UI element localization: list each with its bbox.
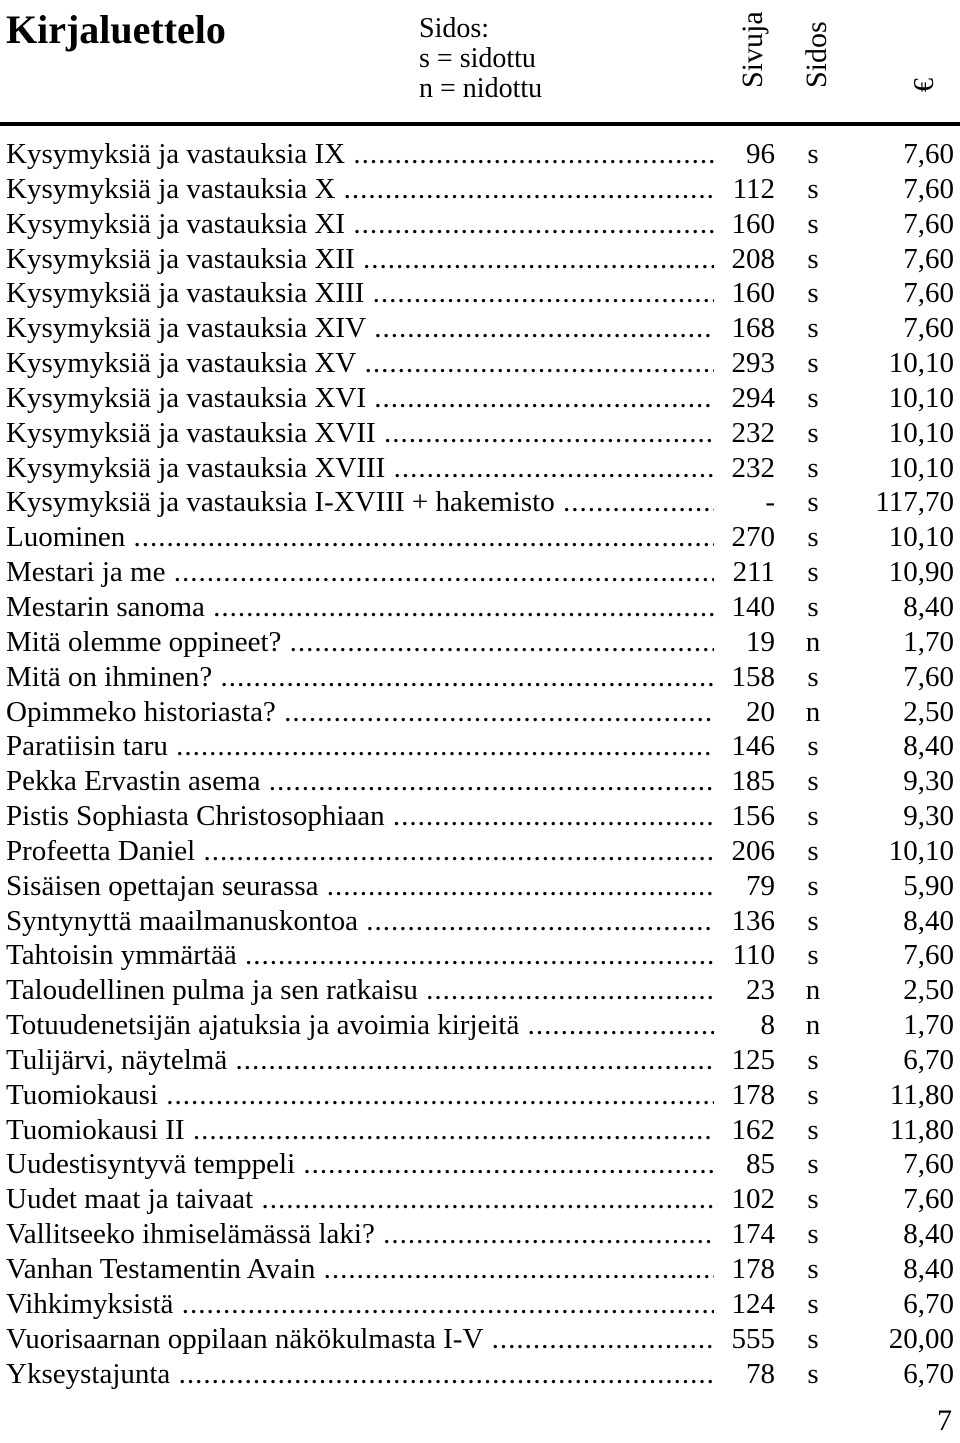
page-count: 19 (746, 625, 775, 658)
price: 7,60 (903, 172, 954, 205)
binding-type: s (807, 172, 819, 205)
binding-type: s (807, 1078, 819, 1111)
price: 10,10 (888, 521, 954, 554)
book-title: Pekka Ervastin asema ..... (6, 764, 714, 798)
book-title: Luominen ..... (6, 520, 714, 554)
book-row (0, 1182, 960, 1217)
price: 8,40 (903, 904, 954, 937)
price: 1,70 (903, 1009, 954, 1042)
binding-type: n (805, 625, 821, 658)
page-count: 232 (731, 416, 775, 449)
book-row (0, 416, 960, 451)
price: 7,60 (903, 138, 954, 170)
book-title: Kysymyksiä ja vastauksia XIV ..... (6, 311, 714, 345)
page-count: 174 (731, 1218, 775, 1251)
price: 5,90 (903, 869, 954, 902)
page-count: 168 (731, 312, 775, 345)
price: 7,60 (903, 1183, 954, 1216)
book-row (0, 485, 960, 520)
book-title: Paratiisin taru ..... (6, 729, 714, 763)
page-count: 136 (731, 904, 775, 937)
page-count: 85 (746, 1148, 775, 1181)
price: 7,60 (903, 1148, 954, 1181)
page-count: 124 (731, 1287, 775, 1320)
price: 10,10 (888, 834, 954, 867)
book-row (0, 520, 960, 555)
binding-type: s (807, 521, 819, 554)
binding-type: s (807, 660, 819, 693)
book-title: Tulijärvi, näytelmä ..... (6, 1043, 714, 1077)
page-count: 78 (746, 1357, 775, 1390)
book-title: Mitä on ihminen? ..... (6, 660, 714, 694)
binding-type: s (807, 765, 819, 798)
binding-type: s (807, 1253, 819, 1285)
book-list (0, 137, 960, 1391)
binding-type: s (807, 1218, 819, 1251)
binding-type: n (805, 974, 821, 1007)
page-count: 156 (731, 800, 775, 833)
book-row (0, 242, 960, 277)
book-title: Vuorisaarnan oppilaan näkökulmasta I-V ..... (6, 1322, 714, 1356)
page-count: 293 (731, 347, 775, 380)
book-title: Kysymyksiä ja vastauksia XIII ..... (6, 276, 714, 310)
page-count: 23 (746, 974, 775, 1007)
binding-type: s (807, 869, 819, 902)
price: 6,70 (903, 1043, 954, 1076)
binding-type: s (807, 1148, 819, 1181)
book-title: Pistis Sophiasta Christosophiaan ..... (6, 799, 714, 833)
price: 11,80 (889, 1113, 954, 1146)
binding-type: s (807, 1043, 819, 1076)
page-count: 294 (731, 381, 775, 414)
page-count: 102 (731, 1183, 775, 1216)
price: 10,10 (888, 451, 954, 484)
binding-type: s (807, 590, 819, 623)
price: 7,60 (903, 939, 954, 972)
binding-type: s (807, 242, 819, 275)
binding-type: s (807, 347, 819, 380)
column-header-binding: Sidos (800, 21, 833, 88)
book-title: Opimmeko historiasta? ..... (6, 695, 714, 729)
price: 10,10 (888, 416, 954, 449)
book-title: Mestari ja me ..... (6, 555, 714, 589)
binding-type: s (807, 1357, 819, 1390)
book-row (0, 311, 960, 346)
book-title: Vallitseeko ihmiselämässä laki? ..... (6, 1217, 714, 1251)
page-count: 160 (731, 207, 775, 240)
page-count: 185 (731, 765, 775, 798)
price: 1,70 (903, 625, 954, 658)
price: 7,60 (903, 242, 954, 275)
binding-type: s (807, 277, 819, 310)
price: 6,70 (903, 1357, 954, 1390)
book-row (0, 381, 960, 416)
binding-type: s (807, 834, 819, 867)
price: 9,30 (903, 800, 954, 833)
page-count: 112 (732, 172, 775, 205)
binding-type: n (805, 1009, 821, 1042)
book-row (0, 555, 960, 590)
book-row (0, 1147, 960, 1182)
page-count: 555 (731, 1322, 775, 1355)
page-count: 146 (731, 730, 775, 763)
binding-type: s (807, 312, 819, 345)
page-count: 160 (731, 277, 775, 310)
book-title: Vanhan Testamentin Avain ..... (6, 1252, 714, 1286)
page-count: 162 (731, 1113, 775, 1146)
page-count: 208 (731, 242, 775, 275)
book-title: Tahtoisin ymmärtää ..... (6, 938, 714, 972)
price: 10,90 (888, 556, 954, 589)
book-row (0, 1113, 960, 1148)
binding-type: s (807, 451, 819, 484)
book-row (0, 938, 960, 973)
book-row (0, 1043, 960, 1078)
book-row (0, 207, 960, 242)
price: 7,60 (903, 312, 954, 345)
book-title: Kysymyksiä ja vastauksia X ..... (6, 172, 714, 206)
binding-type: s (807, 486, 819, 519)
book-row (0, 625, 960, 660)
book-title: Totuudenetsijän ajatuksia ja avoimia kirjeitä ..... (6, 1008, 714, 1042)
binding-type: s (807, 1113, 819, 1146)
page-count: 20 (746, 695, 775, 728)
page-number: 7 (937, 1404, 952, 1437)
page-count: 125 (731, 1043, 775, 1076)
book-title: Sisäisen opettajan seurassa ..... (6, 869, 714, 903)
book-row (0, 1322, 960, 1357)
binding-type: s (807, 939, 819, 972)
binding-type: s (807, 381, 819, 414)
binding-legend (419, 14, 542, 104)
book-row (0, 834, 960, 869)
book-row (0, 1287, 960, 1322)
book-row (0, 695, 960, 730)
price: 2,50 (903, 974, 954, 1007)
price: 7,60 (903, 207, 954, 240)
binding-type: s (807, 1183, 819, 1216)
page-count: 140 (731, 590, 775, 623)
book-title: Kysymyksiä ja vastauksia I-XVIII + hakemisto ..... (6, 485, 714, 519)
book-title: Kysymyksiä ja vastauksia XII ..... (6, 242, 714, 276)
page-count: 270 (731, 521, 775, 554)
binding-type: s (807, 416, 819, 449)
book-row (0, 1008, 960, 1043)
book-title: Vihkimyksistä ..... (6, 1287, 714, 1321)
book-row (0, 590, 960, 625)
page-title: Kirjaluettelo (6, 7, 226, 52)
book-row (0, 904, 960, 939)
book-row (0, 799, 960, 834)
book-row (0, 1078, 960, 1113)
book-title: Mestarin sanoma ..... (6, 590, 714, 624)
book-title: Uudestisyntyvä temppeli ..... (6, 1147, 714, 1181)
legend-bound: s = sidottu (419, 43, 536, 74)
price: 9,30 (903, 765, 954, 798)
page-count: 96 (746, 138, 775, 170)
book-row (0, 1252, 960, 1287)
book-row (0, 729, 960, 764)
page-count: 79 (746, 869, 775, 902)
binding-type: s (807, 556, 819, 589)
page-count: 8 (760, 1009, 775, 1042)
book-title: Tuomiokausi II ..... (6, 1113, 714, 1147)
binding-type: s (807, 1287, 819, 1320)
column-header-pages: Sivuja (736, 11, 769, 88)
binding-type: s (807, 207, 819, 240)
price: 7,60 (903, 277, 954, 310)
price: 7,60 (903, 660, 954, 693)
page-count: 178 (731, 1078, 775, 1111)
price: 11,80 (889, 1078, 954, 1111)
price: 6,70 (903, 1287, 954, 1320)
price: 117,70 (875, 486, 954, 519)
book-row (0, 172, 960, 207)
book-row (0, 1357, 960, 1392)
book-title: Tuomiokausi ..... (6, 1078, 714, 1112)
price: 8,40 (903, 730, 954, 763)
book-title: Syntynyttä maailmanuskontoa ..... (6, 904, 714, 938)
price: 8,40 (903, 1253, 954, 1285)
header-divider (0, 122, 960, 126)
book-row (0, 137, 960, 172)
binding-type: s (807, 904, 819, 937)
book-title: Uudet maat ja taivaat ..... (6, 1182, 714, 1216)
book-row (0, 660, 960, 695)
book-title: Kysymyksiä ja vastauksia XI ..... (6, 207, 714, 241)
book-title: Kysymyksiä ja vastauksia IX ..... (6, 137, 714, 171)
book-title: Profeetta Daniel ..... (6, 834, 714, 868)
page-count: 110 (732, 939, 775, 972)
binding-type: s (807, 800, 819, 833)
page-count: 178 (731, 1253, 775, 1285)
book-title: Ykseystajunta ..... (6, 1357, 714, 1391)
book-title: Kysymyksiä ja vastauksia XVIII ..... (6, 451, 714, 485)
price: 8,40 (903, 1218, 954, 1251)
book-title: Kysymyksiä ja vastauksia XV ..... (6, 346, 714, 380)
book-title: Taloudellinen pulma ja sen ratkaisu ..... (6, 973, 714, 1007)
book-title: Mitä olemme oppineet? ..... (6, 625, 714, 659)
book-row (0, 869, 960, 904)
book-row (0, 346, 960, 381)
book-title: Kysymyksiä ja vastauksia XVII ..... (6, 416, 714, 450)
binding-type: n (805, 695, 821, 728)
book-row (0, 451, 960, 486)
page-count: 158 (731, 660, 775, 693)
binding-type: s (807, 730, 819, 763)
column-header-price: € (909, 78, 940, 92)
page-count: 232 (731, 451, 775, 484)
price: 2,50 (903, 695, 954, 728)
book-title: Kysymyksiä ja vastauksia XVI ..... (6, 381, 714, 415)
book-row (0, 973, 960, 1008)
legend-heading: Sidos: (419, 13, 490, 44)
page-count: 211 (732, 556, 775, 589)
price: 10,10 (888, 381, 954, 414)
page-count: 206 (731, 834, 775, 867)
binding-type: s (807, 138, 819, 170)
book-row (0, 276, 960, 311)
price: 20,00 (888, 1322, 954, 1355)
price: 8,40 (903, 590, 954, 623)
book-row (0, 1217, 960, 1252)
legend-unbound: n = nidottu (419, 73, 543, 104)
binding-type: s (807, 1322, 819, 1355)
book-row (0, 764, 960, 799)
page-count: - (765, 486, 775, 519)
price: 10,10 (888, 347, 954, 380)
